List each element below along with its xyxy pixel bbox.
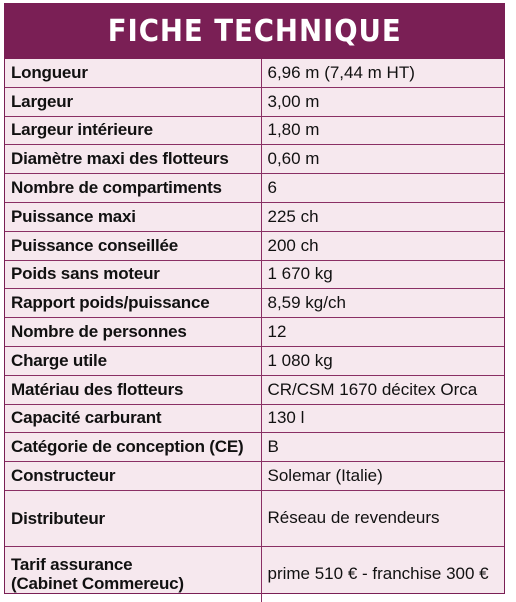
spec-value: 12 xyxy=(261,318,504,347)
spec-label: Poids sans moteur xyxy=(5,260,261,289)
spec-label: Catégorie de conception (CE) xyxy=(5,433,261,462)
table-row xyxy=(5,231,504,260)
spec-label: Puissance maxi xyxy=(5,202,261,231)
table-row xyxy=(5,490,504,546)
page-title: FICHE TECHNIQUE xyxy=(107,13,402,49)
spec-label: Puissance conseillée xyxy=(5,231,261,260)
spec-sheet xyxy=(4,3,505,594)
spec-label: Nombre de compartiments xyxy=(5,174,261,203)
table-row xyxy=(5,346,504,375)
table-row xyxy=(5,59,504,87)
spec-table xyxy=(5,59,504,602)
spec-label: Capacité carburant xyxy=(5,404,261,433)
table-row xyxy=(5,202,504,231)
spec-label: Constructeur xyxy=(5,462,261,491)
spec-label: Largeur xyxy=(5,87,261,116)
spec-value: 0,60 m xyxy=(261,145,504,174)
table-row xyxy=(5,87,504,116)
spec-label: Rapport poids/puissance xyxy=(5,289,261,318)
spec-label: Charge utile xyxy=(5,346,261,375)
spec-value: 6,96 m (7,44 m HT) xyxy=(261,59,504,87)
table-row xyxy=(5,174,504,203)
table-row xyxy=(5,145,504,174)
table-row xyxy=(5,404,504,433)
spec-value: 1 670 kg xyxy=(261,260,504,289)
table-row xyxy=(5,318,504,347)
spec-value: 200 ch xyxy=(261,231,504,260)
spec-label xyxy=(5,546,261,602)
spec-value: 130 l xyxy=(261,404,504,433)
table-row xyxy=(5,433,504,462)
spec-value: 8,59 kg/ch xyxy=(261,289,504,318)
spec-value: Réseau de revendeurs xyxy=(261,490,504,546)
table-row xyxy=(5,289,504,318)
spec-value: 1 080 kg xyxy=(261,346,504,375)
table-row xyxy=(5,546,504,602)
table-row xyxy=(5,116,504,145)
table-row xyxy=(5,462,504,491)
spec-value: 225 ch xyxy=(261,202,504,231)
spec-value: 1,80 m xyxy=(261,116,504,145)
spec-label-line: (Cabinet Commereuc) xyxy=(11,574,184,594)
spec-value: prime 510 € - franchise 300 € xyxy=(261,546,504,602)
spec-label: Largeur intérieure xyxy=(5,116,261,145)
spec-value: CR/CSM 1670 décitex Orca xyxy=(261,375,504,404)
spec-value: 6 xyxy=(261,174,504,203)
spec-label: Matériau des flotteurs xyxy=(5,375,261,404)
spec-value: B xyxy=(261,433,504,462)
spec-label: Longueur xyxy=(11,62,88,82)
spec-value: 3,00 m xyxy=(261,87,504,116)
spec-sheet-header xyxy=(5,4,504,59)
spec-label: Diamètre maxi des flotteurs xyxy=(5,145,261,174)
spec-label: Distributeur xyxy=(5,490,261,546)
spec-label: Nombre de personnes xyxy=(5,318,261,347)
spec-label-line: Tarif assurance xyxy=(11,555,133,575)
spec-value: Solemar (Italie) xyxy=(261,462,504,491)
table-row xyxy=(5,375,504,404)
table-row xyxy=(5,260,504,289)
